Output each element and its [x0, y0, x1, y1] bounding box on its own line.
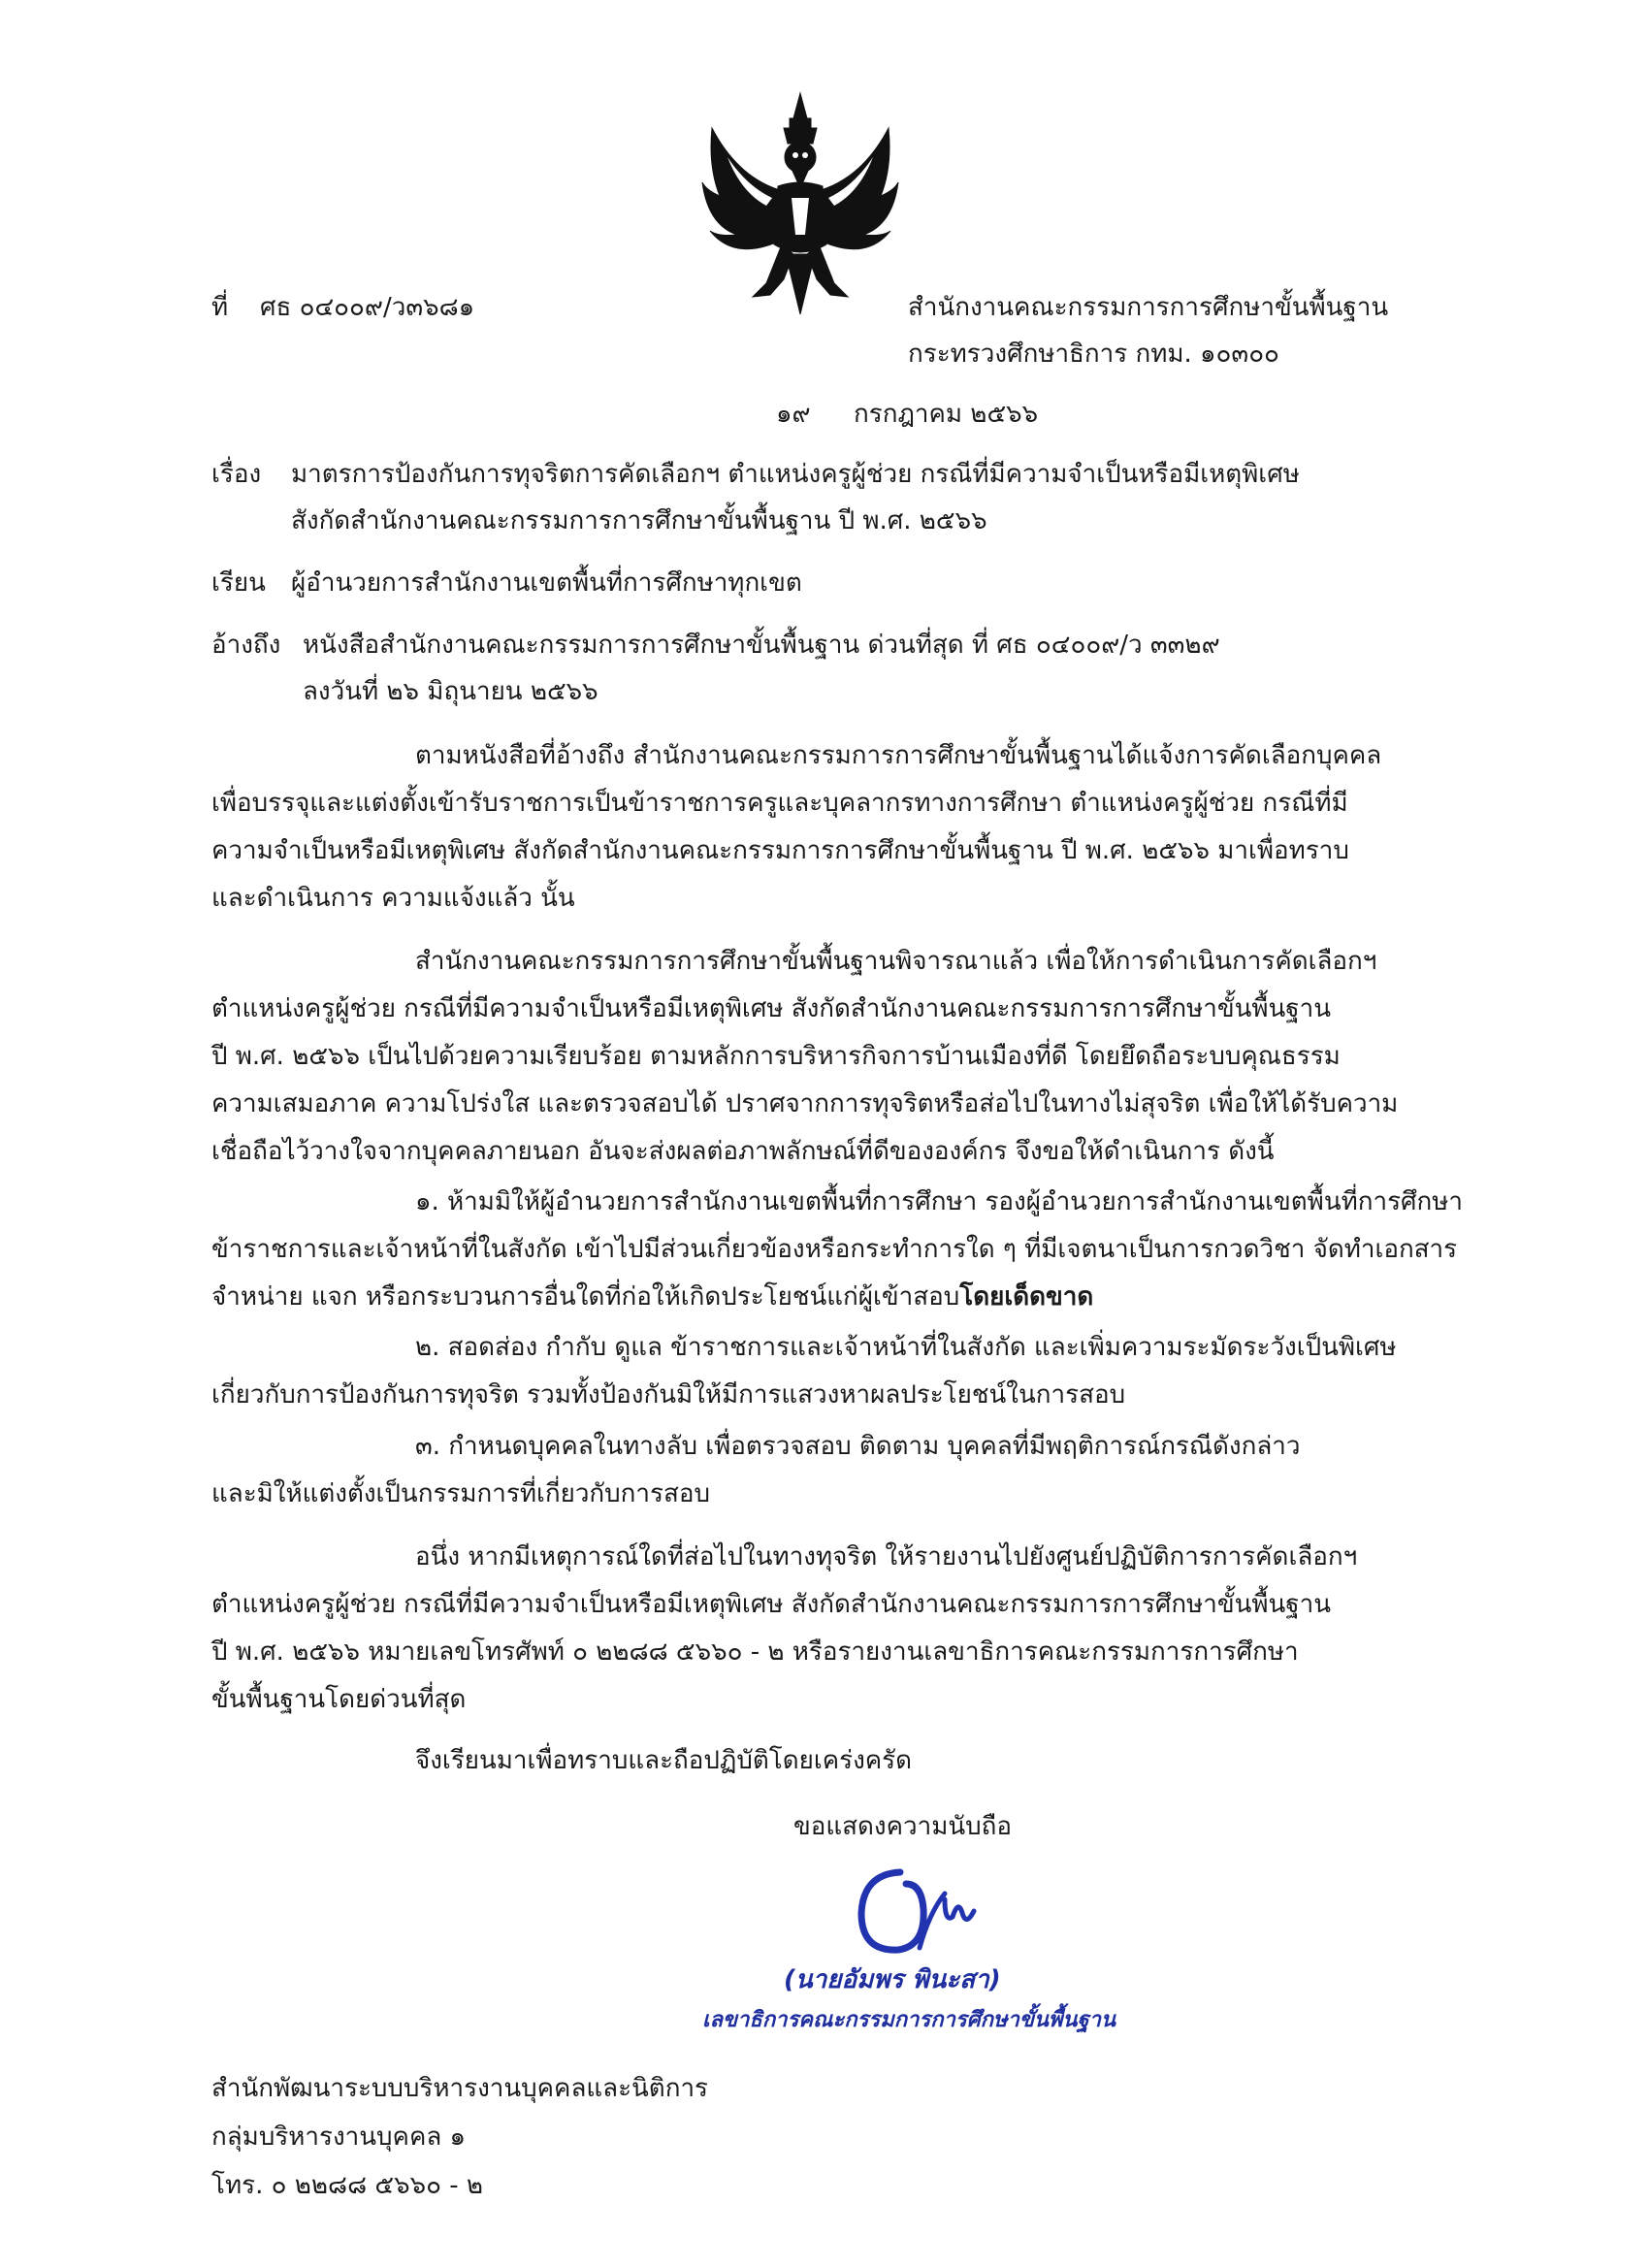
item1-line-2: ข้าราชการและเจ้าหน้าที่ในสังกัด เข้าไปมีส่วนเกี่ยวข้องหรือกระทำการใด ๆ ที่มีเจตนาเป็นการกวดวิชา จัดทำเอกสาร	[211, 1235, 1458, 1264]
p1-line-2: เพื่อบรรจุและแต่งตั้งเข้ารับราชการเป็นข้าราชการครูและบุคลากรทางการศึกษา ตำแหน่งครูผู้ช่วย กรณีที่มี	[211, 789, 1348, 818]
item1-line-3	[211, 1279, 1093, 1315]
reference-line-2: ลงวันที่ ๒๖ มิถุนายน ๒๕๖๖	[303, 677, 598, 706]
p1-line-3: ความจำเป็นหรือมีเหตุพิเศษ สังกัดสำนักงานคณะกรรมการการศึกษาขั้นพื้นฐาน ปี พ.ศ. ๒๕๖๖ มาเพื่อทราบ	[211, 836, 1349, 865]
handwritten-signature	[844, 1855, 1038, 1971]
regards: ขอแสดงความนับถือ	[793, 1812, 1012, 1841]
footer-group: กลุ่มบริหารงานบุคคล ๑	[211, 2122, 467, 2152]
signatory-title: เลขาธิการคณะกรรมการการศึกษาขั้นพื้นฐาน	[702, 2008, 1116, 2032]
p2-line-4: ความเสมอภาค ความโปร่งใส และตรวจสอบได้ ปราศจากการทุจริตหรือส่อไปในทางไม่สุจริต เพื่อให้ได้รับความ	[211, 1089, 1399, 1118]
reference-line-1: หนังสือสำนักงานคณะกรรมการการศึกษาขั้นพื้นฐาน ด่วนที่สุด ที่ ศธ ๐๔๐๐๙/ว ๓๓๒๙	[303, 631, 1220, 660]
p2-line-3: ปี พ.ศ. ๒๕๖๖ เป็นไปด้วยความเรียบร้อย ตามหลักการบริหารกิจการบ้านเมืองที่ดี โดยยึดถือระบบคุณธรรม	[211, 1042, 1341, 1071]
closing-sentence: จึงเรียนมาเพื่อทราบและถือปฏิบัติโดยเคร่งครัด	[415, 1746, 913, 1775]
item3-line-1: ๓. กำหนดบุคคลในทางลับ เพื่อตรวจสอบ ติดตาม บุคคลที่มีพฤติการณ์กรณีดังกล่าว	[415, 1432, 1301, 1461]
signatory-name: (นายอัมพร พินะสา)	[784, 1965, 1001, 1994]
p3-line-3: ปี พ.ศ. ๒๕๖๖ หมายเลขโทรศัพท์ ๐ ๒๒๘๘ ๕๖๖๐ - ๒ หรือรายงานเลขาธิการคณะกรรมการการศึกษา	[211, 1637, 1299, 1667]
p2-line-2: ตำแหน่งครูผู้ช่วย กรณีที่มีความจำเป็นหรือมีเหตุพิเศษ สังกัดสำนักงานคณะกรรมการการศึกษาขั้นพื้นฐาน	[211, 994, 1332, 1023]
garuda-emblem	[698, 89, 902, 322]
ref-label: ที่	[211, 293, 229, 322]
salutation-label: เรียน	[211, 568, 266, 598]
p3-line-1: อนึ่ง หากมีเหตุการณ์ใดที่ส่อไปในทางทุจริต ให้รายงานไปยังศูนย์ปฏิบัติการการคัดเลือกฯ	[415, 1542, 1358, 1571]
item1-line-1: ๑. ห้ามมิให้ผู้อำนวยการสำนักงานเขตพื้นที่การศึกษา รองผู้อำนวยการสำนักงานเขตพื้นที่การศึกษา	[415, 1187, 1464, 1216]
p2-line-5: เชื่อถือไว้วางใจจากบุคคลภายนอก อันจะส่งผลต่อภาพลักษณ์ที่ดีขององค์กร จึงขอให้ดำเนินการ ดังนี้	[211, 1137, 1275, 1166]
item2-line-1: ๒. สอดส่อง กำกับ ดูแล ข้าราชการและเจ้าหน้าที่ในสังกัด และเพิ่มความระมัดระวังเป็นพิเศษ	[415, 1333, 1397, 1362]
subject-line-1: มาตรการป้องกันการทุจริตการคัดเลือกฯ ตำแหน่งครูผู้ช่วย กรณีที่มีความจำเป็นหรือมีเหตุพิเศษ	[291, 460, 1300, 489]
item1-emphasis: โดยเด็ดขาด	[959, 1282, 1094, 1312]
date-month-year: กรกฎาคม ๒๕๖๖	[854, 400, 1039, 429]
p1-line-1: ตามหนังสือที่อ้างถึง สำนักงานคณะกรรมการการศึกษาขั้นพื้นฐานได้แจ้งการคัดเลือกบุคคล	[415, 741, 1382, 770]
salutation-recipient: ผู้อำนวยการสำนักงานเขตพื้นที่การศึกษาทุกเขต	[291, 568, 802, 598]
item3-line-2: และมิให้แต่งตั้งเป็นกรรมการที่เกี่ยวกับการสอบ	[211, 1479, 710, 1508]
p2-line-1: สำนักงานคณะกรรมการการศึกษาขั้นพื้นฐานพิจารณาแล้ว เพื่อให้การดำเนินการคัดเลือกฯ	[415, 947, 1377, 976]
org-name: สำนักงานคณะกรรมการการศึกษาขั้นพื้นฐาน	[908, 293, 1389, 322]
org-address: กระทรวงศึกษาธิการ กทม. ๑๐๓๐๐	[908, 340, 1279, 369]
item2-line-2: เกี่ยวกับการป้องกันการทุจริต รวมทั้งป้องกันมิให้มีการแสวงหาผลประโยชน์ในการสอบ	[211, 1380, 1126, 1409]
ref-number: ศธ ๐๔๐๐๙/ว๓๖๘๑	[260, 293, 475, 322]
footer-phone: โทร. ๐ ๒๒๘๘ ๕๖๖๐ - ๒	[211, 2171, 483, 2200]
date-day: ๑๙	[776, 400, 811, 429]
subject-label: เรื่อง	[211, 460, 262, 489]
item1-line-3-text: จำหน่าย แจก หรือกระบวนการอื่นใดที่ก่อให้เกิดประโยชน์แก่ผู้เข้าสอบ	[211, 1282, 960, 1312]
p3-line-2: ตำแหน่งครูผู้ช่วย กรณีที่มีความจำเป็นหรือมีเหตุพิเศษ สังกัดสำนักงานคณะกรรมการการศึกษาขั้นพื้นฐาน	[211, 1590, 1332, 1619]
subject-line-2: สังกัดสำนักงานคณะกรรมการการศึกษาขั้นพื้นฐาน ปี พ.ศ. ๒๕๖๖	[291, 506, 987, 535]
footer-office: สำนักพัฒนาระบบบริหารงานบุคคลและนิติการ	[211, 2074, 709, 2103]
p1-line-4: และดำเนินการ ความแจ้งแล้ว นั้น	[211, 884, 575, 913]
reference-label: อ้างถึง	[211, 631, 281, 660]
p3-line-4: ขั้นพื้นฐานโดยด่วนที่สุด	[211, 1685, 467, 1714]
